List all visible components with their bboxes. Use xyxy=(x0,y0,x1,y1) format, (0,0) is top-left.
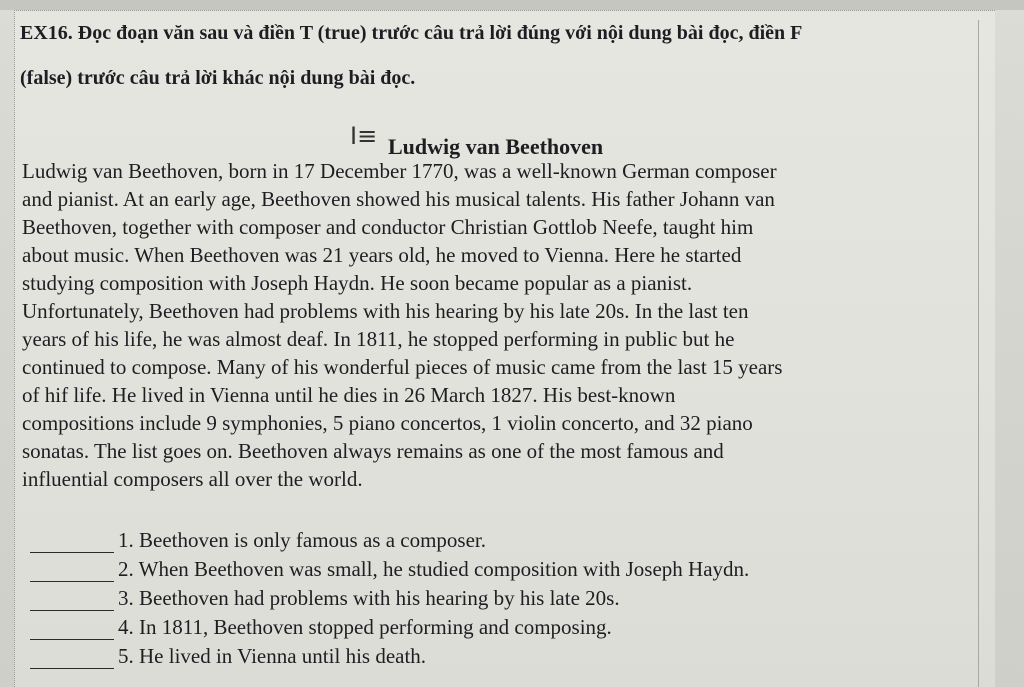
heading-line-1: EX16. Đọc đoạn văn sau và điền T (true) trước câu trả lời đúng với nội dung bài đọc, điền F xyxy=(20,22,803,44)
passage-line: years of his life, he was almost deaf. In 1811, he stopped performing in public but he xyxy=(22,327,735,351)
question-item xyxy=(30,613,960,642)
answer-blank[interactable] xyxy=(30,617,114,640)
question-item xyxy=(30,526,960,555)
passage-line: sonatas. The list goes on. Beethoven always remains as one of the most famous and xyxy=(22,439,724,463)
passage-line: Unfortunately, Beethoven had problems with his hearing by his late 20s. In the last ten xyxy=(22,299,749,323)
page-top-edge xyxy=(0,0,1024,10)
passage-line: and pianist. At an early age, Beethoven showed his musical talents. His father Johann van xyxy=(22,187,775,211)
answer-blank[interactable] xyxy=(30,530,114,553)
passage-line: Beethoven, together with composer and conductor Christian Gottlob Neefe, taught him xyxy=(22,215,754,239)
passage-line: compositions include 9 symphonies, 5 piano concertos, 1 violin concerto, and 32 piano xyxy=(22,411,753,435)
passage-line: influential composers all over the world. xyxy=(22,467,363,491)
exercise-heading xyxy=(20,20,1015,91)
question-text: 4. In 1811, Beethoven stopped performing and composing. xyxy=(118,615,612,639)
answer-blank[interactable] xyxy=(30,559,114,582)
true-false-questions xyxy=(30,526,960,671)
question-text: 3. Beethoven had problems with his hearing by his late 20s. xyxy=(118,586,620,610)
question-text: 1. Beethoven is only famous as a composer. xyxy=(118,528,487,552)
passage-line: of hif life. He lived in Vienna until he dies in 26 March 1827. His best-known xyxy=(22,383,676,407)
reading-passage xyxy=(22,157,997,493)
heading-line-2: (false) trước câu trả lời khác nội dung bài đọc. xyxy=(20,67,416,89)
question-text: 5. He lived in Vienna until his death. xyxy=(118,644,427,668)
question-item xyxy=(30,642,960,671)
text-cursor-icon: I≡ xyxy=(350,122,378,150)
question-text: 2. When Beethoven was small, he studied composition with Joseph Haydn. xyxy=(118,557,750,581)
passage-line: continued to compose. Many of his wonderful pieces of music came from the last 15 years xyxy=(22,355,783,379)
answer-blank[interactable] xyxy=(30,588,114,611)
question-item xyxy=(30,584,960,613)
passage-title: Ludwig van Beethoven xyxy=(388,134,604,159)
answer-blank[interactable] xyxy=(30,646,114,669)
passage-line: Ludwig van Beethoven, born in 17 December 1770, was a well-known German composer xyxy=(22,159,777,183)
question-item xyxy=(30,555,960,584)
passage-line: about music. When Beethoven was 21 years old, he moved to Vienna. Here he started xyxy=(22,243,742,267)
passage-line: studying composition with Joseph Haydn. He soon became popular as a pianist. xyxy=(22,271,693,295)
